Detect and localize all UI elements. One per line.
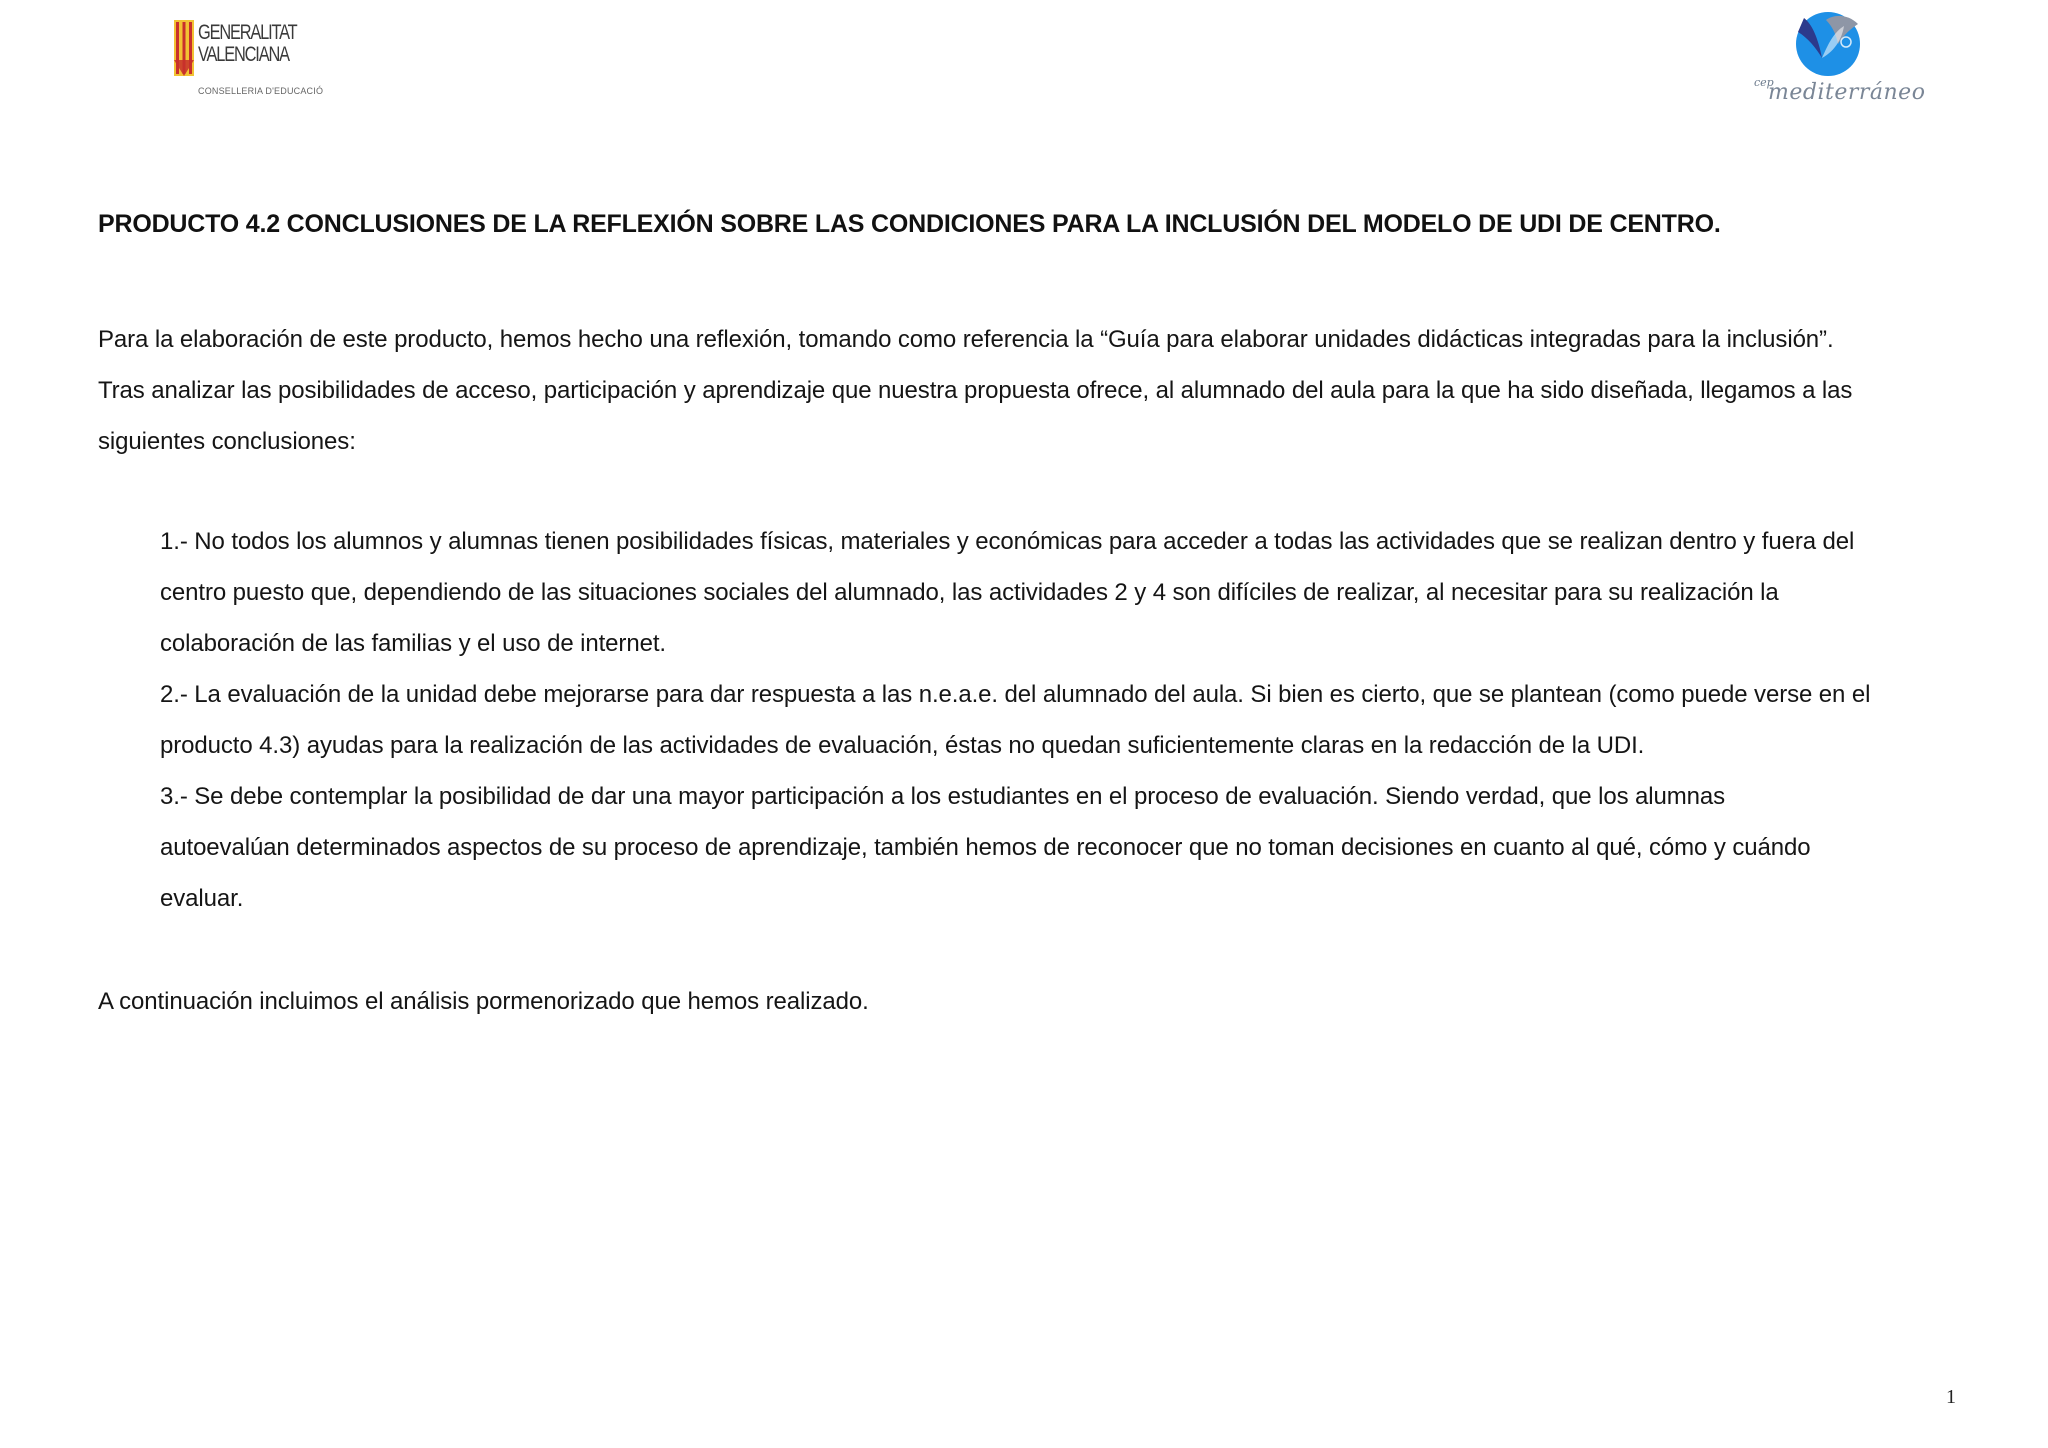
page-number: 1 [1946, 1386, 1956, 1408]
gva-subtitle: CONSELLERIA D'EDUCACIÓ [198, 86, 324, 96]
conclusion-line: producto 4.3) ayudas para la realización de las actividades de evaluación, éstas no quedan suficientemente claras en la redacción de la UDI. [160, 732, 1645, 759]
gva-seal-icon [174, 20, 194, 76]
intro-paragraph [98, 314, 1978, 467]
gva-name-line1: GENERALITAT [198, 21, 297, 44]
conclusions-list [160, 516, 2000, 924]
conclusion-line: colaboración de las familias y el uso de internet. [160, 630, 666, 657]
conclusion-item-1 [160, 516, 2000, 669]
conclusion-item-2 [160, 669, 2000, 771]
conclusion-line: 2.- La evaluación de la unidad debe mejorarse para dar respuesta a las n.e.a.e. del alumnado del aula. Si bien es cierto, que se plantean (como puede verse en el [160, 681, 1871, 708]
closing-paragraph: A continuación incluimos el análisis pormenorizado que hemos realizado. [98, 988, 869, 1015]
gva-name-line2: VALENCIANA [198, 43, 289, 66]
conclusion-line: centro puesto que, dependiendo de las situaciones sociales del alumnado, las actividades 2 y 4 son difíciles de realizar, al necesitar para su realización la [160, 579, 1779, 606]
generalitat-valenciana-logo [170, 16, 324, 102]
conclusion-line: 1.- No todos los alumnos y alumnas tienen posibilidades físicas, materiales y económicas para acceder a todas las actividades que se realizan dentro y fuera del [160, 528, 1855, 555]
cep-mediterraneo-logo [1752, 8, 1926, 105]
conclusion-line: evaluar. [160, 885, 244, 912]
document-title: PRODUCTO 4.2 CONCLUSIONES DE LA REFLEXIÓN SOBRE LAS CONDICIONES PARA LA INCLUSIÓN DEL MODELO DE UDI DE CENTRO. [98, 210, 1721, 238]
cep-small-text: cep [1754, 76, 1774, 89]
gva-name [198, 22, 296, 66]
conclusion-line: autoevalúan determinados aspectos de su proceso de aprendizaje, también hemos de reconocer que no toman decisiones en cuanto al qué, cómo y cuándo [160, 834, 1811, 861]
intro-line: siguientes conclusiones: [98, 428, 356, 455]
intro-line: Para la elaboración de este producto, hemos hecho una reflexión, tomando como referencia la “Guía para elaborar unidades didácticas integradas para la inclusión”. [98, 326, 1834, 353]
intro-line: Tras analizar las posibilidades de acceso, participación y aprendizaje que nuestra propuesta ofrece, al alumnado del aula para la que ha sido diseñada, llegamos a las [98, 377, 1853, 404]
cep-name-text: mediterráneo [1768, 80, 1926, 105]
conclusion-line: 3.- Se debe contemplar la posibilidad de dar una mayor participación a los estudiantes en el proceso de evaluación. Siendo verdad, que los alumnas [160, 783, 1726, 810]
conclusion-item-3 [160, 771, 2000, 924]
cep-bird-icon [1782, 8, 1872, 80]
